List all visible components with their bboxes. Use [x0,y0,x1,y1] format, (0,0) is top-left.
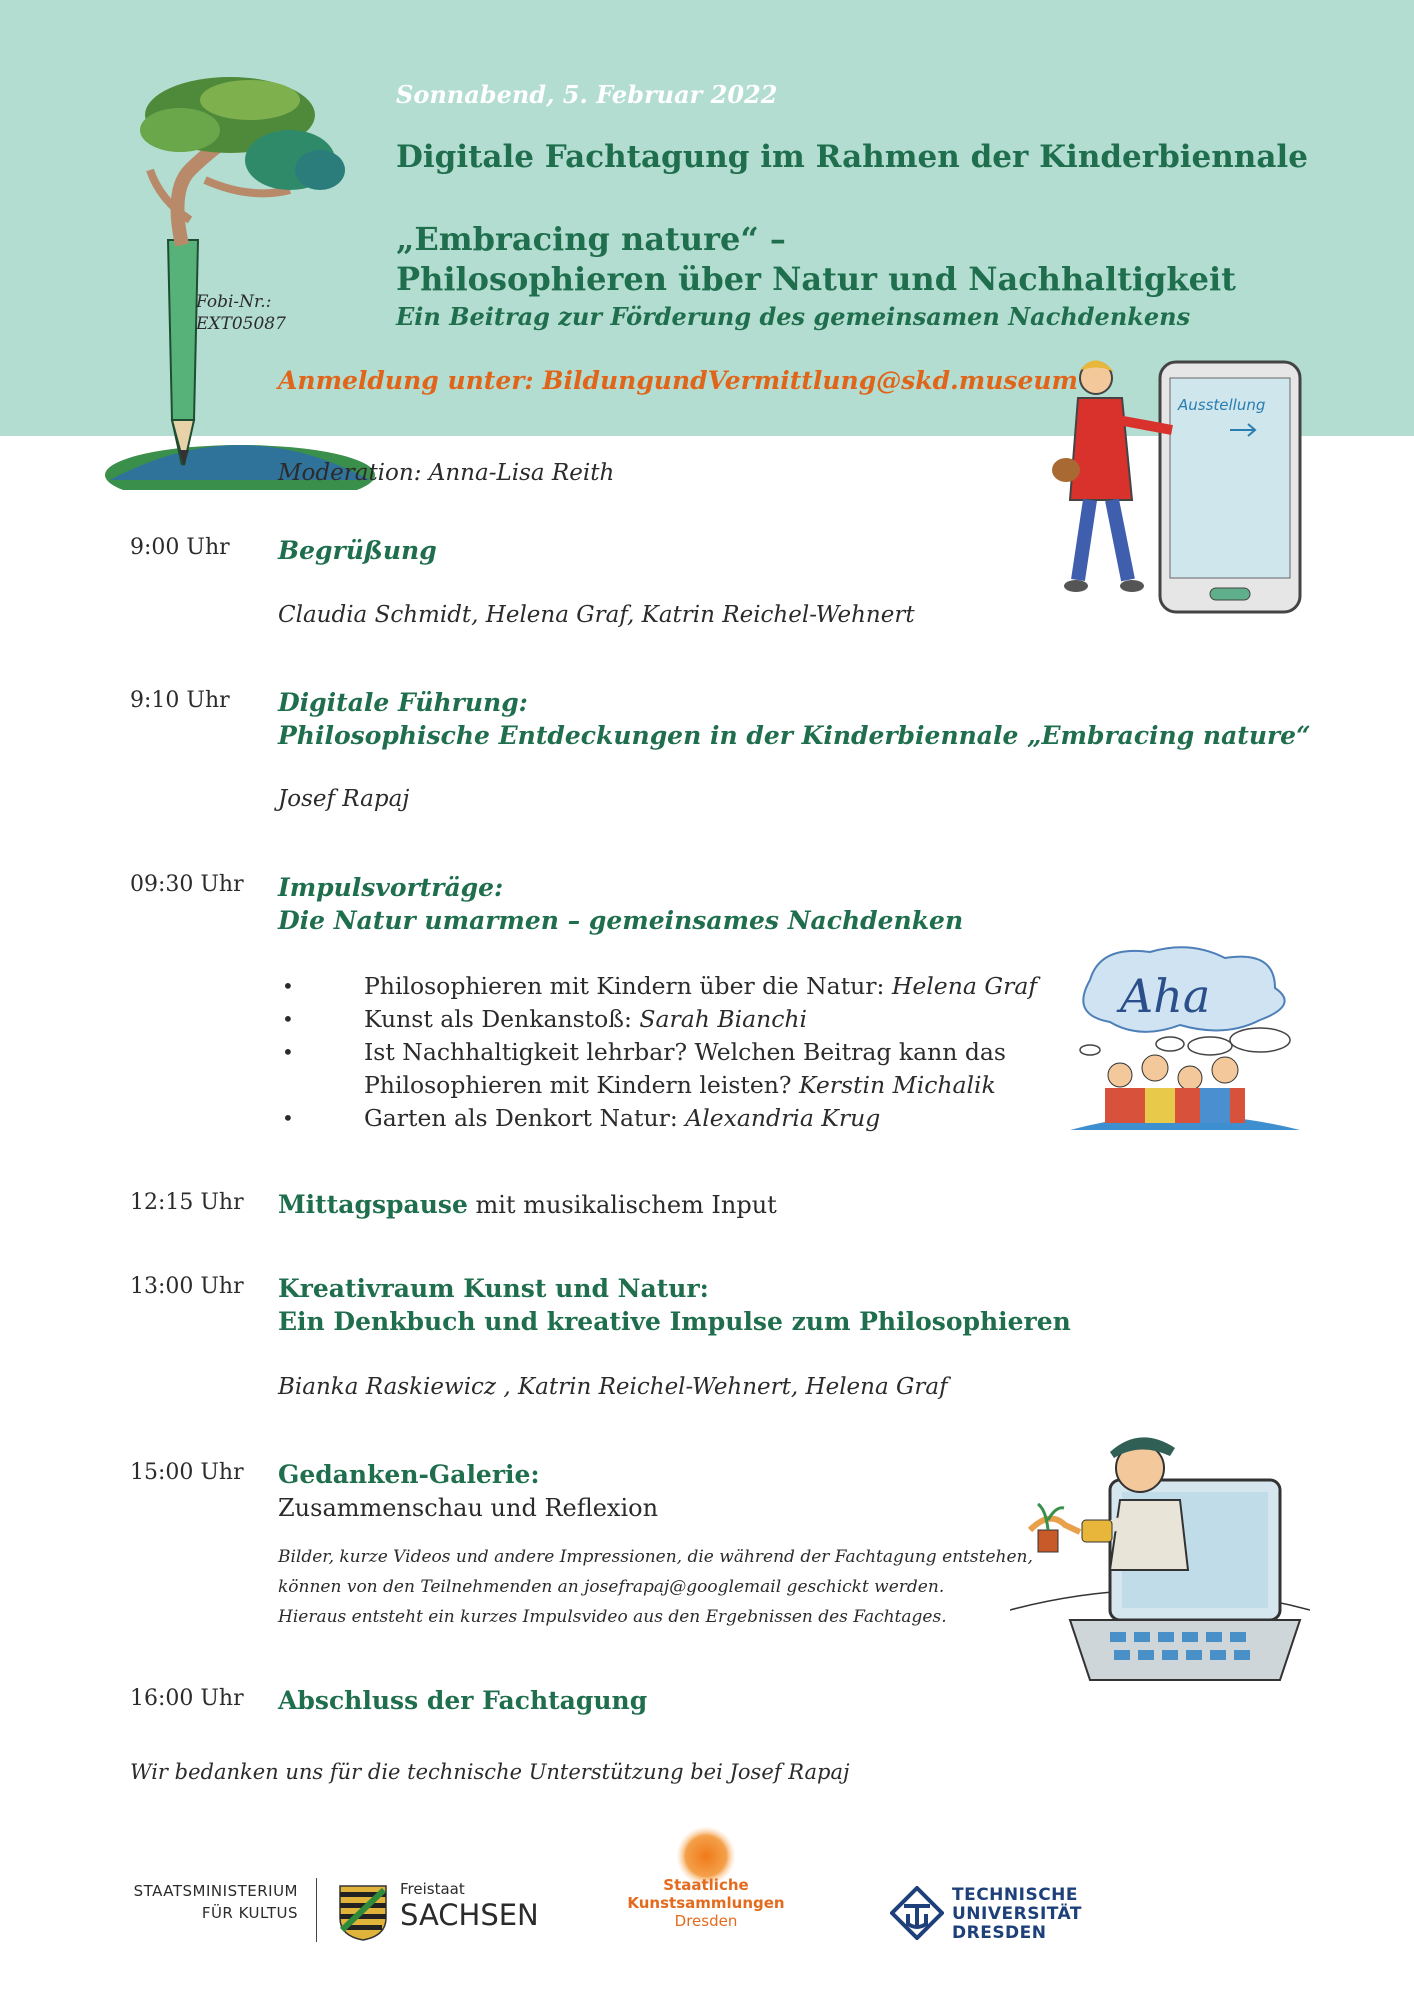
moderation: Moderation: Anna-Lisa Reith [278,460,615,486]
headline-title [396,219,1236,299]
title-impulsvortraege [278,871,963,937]
saxony-coat-of-arms-icon [338,1884,388,1942]
talk-item: • Ist Nachhaltigkeit lehrbar? Welchen Beitrag kann das [282,1038,1006,1066]
time-1600: 16:00 Uhr [130,1686,244,1711]
tablet-label: Ausstellung [1178,396,1266,414]
tree-pencil-illustration [90,70,390,490]
persons-fuehrung: Josef Rapaj [278,786,410,812]
title-fuehrung-1: Digitale Führung: [278,688,528,717]
skd-line-3: Dresden [674,1912,738,1930]
fobi-label: Fobi-Nr.: [196,292,272,312]
tu-dresden-logo-text [952,1886,1082,1943]
aha-label: Aha [1120,969,1211,1023]
title-kreativraum-1: Kreativraum Kunst und Natur: [278,1274,709,1303]
talk-item: • Kunst als Denkanstoß: Sarah Bianchi [282,1005,808,1033]
talk-item-continued: Philosophieren mit Kindern leisten? Kerstin Michalik [364,1071,996,1099]
mittagspause-label: Mittagspause [278,1190,468,1219]
talk-item: • Philosophieren mit Kindern über die Natur: Helena Graf [282,972,1038,1000]
time-1300: 13:00 Uhr [130,1274,244,1299]
sachsen-logo-text [400,1880,539,1932]
gallery-note-2: können von den Teilnehmenden an josefrapaj@googlemail geschickt werden. [278,1577,945,1597]
time-0910: 9:10 Uhr [130,688,230,713]
title-kreativraum [278,1272,1071,1338]
fobi-value: EXT05087 [196,314,286,334]
title-fuehrung [278,686,1310,752]
event-date: Sonnabend, 5. Februar 2022 [396,80,778,109]
tablet-visitor-illustration [1040,350,1310,640]
talk-item: • Garten als Denkort Natur: Alexandria Krug [282,1104,881,1132]
title-gedanken-galerie: Gedanken-Galerie: [278,1460,540,1489]
title-impulsvortraege-2: Die Natur umarmen – gemeinsames Nachdenken [278,906,964,935]
sachsen-label: SACHSEN [400,1898,539,1932]
logo-divider [316,1878,317,1942]
title-mittagspause [278,1188,777,1222]
tu-line-3: DRESDEN [952,1923,1047,1943]
laptop-gardener-illustration [1010,1420,1310,1690]
title-fuehrung-2: Philosophische Entdeckungen in der Kinderbiennale „Embracing nature“ [278,721,1311,750]
aha-thinking-illustration [1060,940,1310,1140]
ministry-logo [130,1880,298,1924]
subtitle-gedanken-galerie: Zusammenschau und Reflexion [278,1494,659,1522]
time-1500: 15:00 Uhr [130,1460,244,1485]
gallery-note-3: Hieraus entsteht ein kurzes Impulsvideo aus den Ergebnissen des Fachtages. [278,1607,947,1627]
time-0900: 9:00 Uhr [130,535,230,560]
persons-begruessung: Claudia Schmidt, Helena Graf, Katrin Reichel-Wehnert [278,602,915,628]
time-0930: 09:30 Uhr [130,872,244,897]
thanks-note: Wir bedanken uns für die technische Unterstützung bei Josef Rapaj [130,1760,850,1784]
talks-list [278,970,1078,1135]
skd-logo-text [620,1876,792,1930]
time-1215: 12:15 Uhr [130,1190,244,1215]
skd-line-1: Staatliche [663,1876,749,1894]
title-impulsvortraege-1: Impulsvorträge: [278,873,504,902]
tu-dresden-logo-icon [890,1886,944,1940]
headline-title-1: „Embracing nature“ – [396,220,786,258]
headline-main: Digitale Fachtagung im Rahmen der Kinderbiennale [396,139,1308,175]
headline-title-2: Philosophieren über Natur und Nachhaltigkeit [396,260,1236,298]
gallery-note-1: Bilder, kurze Videos und andere Impressionen, die während der Fachtagung entstehen, [278,1547,1033,1567]
title-kreativraum-2: Ein Denkbuch und kreative Impulse zum Philosophieren [278,1307,1071,1336]
ministry-line-1: STAATSMINISTERIUM [133,1882,298,1900]
tu-line-1: TECHNISCHE [952,1885,1079,1905]
ministry-line-2: FÜR KULTUS [201,1904,298,1922]
fobi-number [196,291,286,335]
gallery-note [278,1542,1058,1632]
persons-kreativraum: Bianka Raskiewicz , Katrin Reichel-Wehnert, Helena Graf [278,1374,948,1400]
mittagspause-suffix: mit musikalischem Input [467,1191,777,1219]
headline-subtitle: Ein Beitrag zur Förderung des gemeinsamen Nachdenkens [396,302,1191,331]
freistaat-label: Freistaat [400,1880,465,1898]
tu-line-2: UNIVERSITÄT [952,1904,1082,1924]
registration-text: Anmeldung unter: BildungundVermittlung@skd.museum [278,366,1078,395]
title-abschluss: Abschluss der Fachtagung [278,1686,648,1715]
skd-line-2: Kunstsammlungen [627,1894,785,1912]
title-begruessung: Begrüßung [278,536,437,565]
